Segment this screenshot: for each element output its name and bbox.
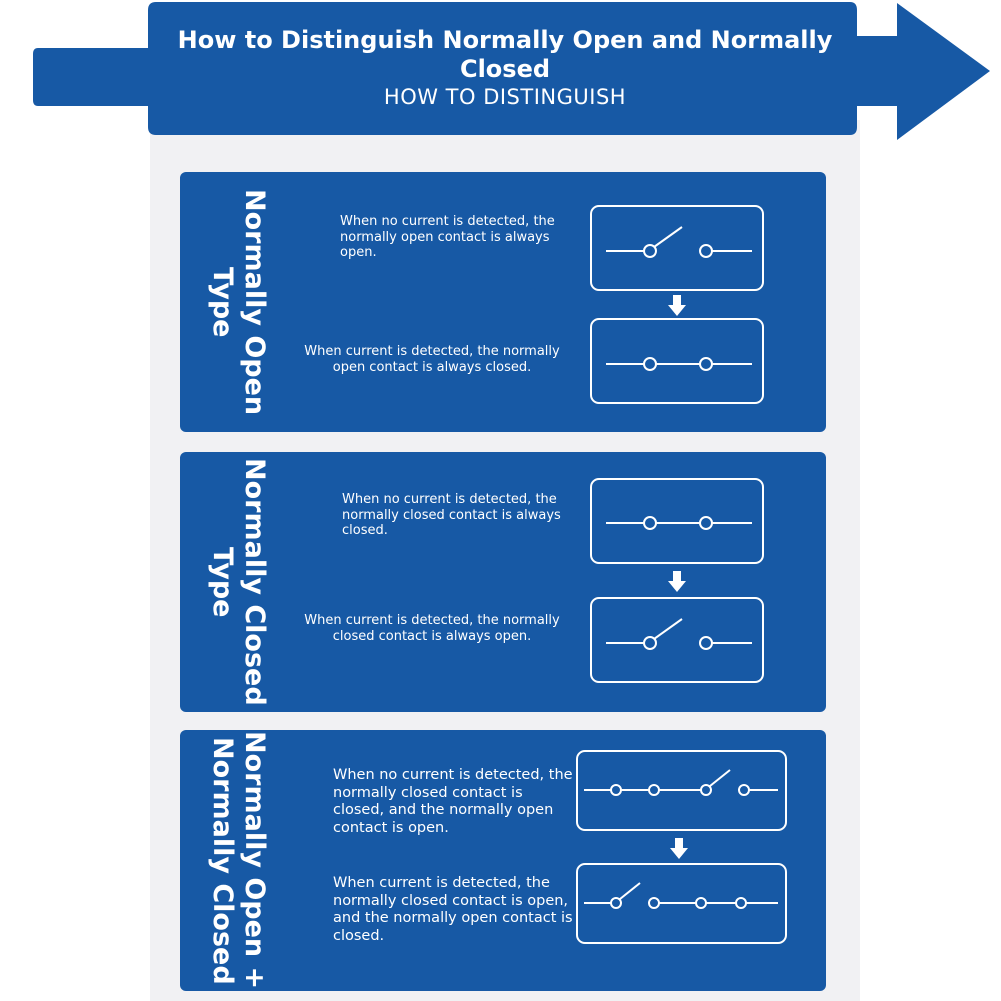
card-normally-open-closed	[180, 730, 826, 991]
down-arrow-icon	[667, 569, 687, 593]
card-title: Normally Open Type	[207, 188, 270, 416]
switch-open-diagram	[590, 597, 765, 683]
switch-closed-diagram	[590, 318, 765, 404]
current-description: When current is detected, the normally open contact is always closed.	[304, 344, 560, 375]
switch-combined-diagram-no-current	[576, 750, 788, 832]
down-arrow-icon	[667, 293, 687, 317]
switch-combined-diagram-current	[576, 863, 788, 945]
card-normally-open	[180, 172, 826, 432]
no-current-description: When no current is detected, the normally closed contact is always closed.	[342, 492, 561, 538]
switch-open-diagram	[590, 205, 765, 291]
card-title: Normally Open + Normally Closed	[207, 731, 270, 990]
page-subtitle: HOW TO DISTINGUISH	[383, 85, 627, 109]
no-current-description: When no current is detected, the normally open contact is always open.	[340, 214, 555, 260]
page-title: How to Distinguish Normally Open and Normally Closed	[177, 26, 833, 83]
no-current-description: When no current is detected, the normally closed contact is closed, and the normally open contact is open.	[333, 767, 573, 836]
current-description: When current is detected, the normally closed contact is open, and the normally open contact is closed.	[333, 875, 573, 944]
down-arrow-icon	[669, 836, 689, 860]
card-title: Normally Closed Type	[207, 458, 270, 706]
header	[150, 26, 860, 110]
current-description: When current is detected, the normally closed contact is always open.	[304, 613, 560, 644]
card-normally-closed	[180, 452, 826, 712]
switch-closed-diagram	[590, 478, 765, 564]
